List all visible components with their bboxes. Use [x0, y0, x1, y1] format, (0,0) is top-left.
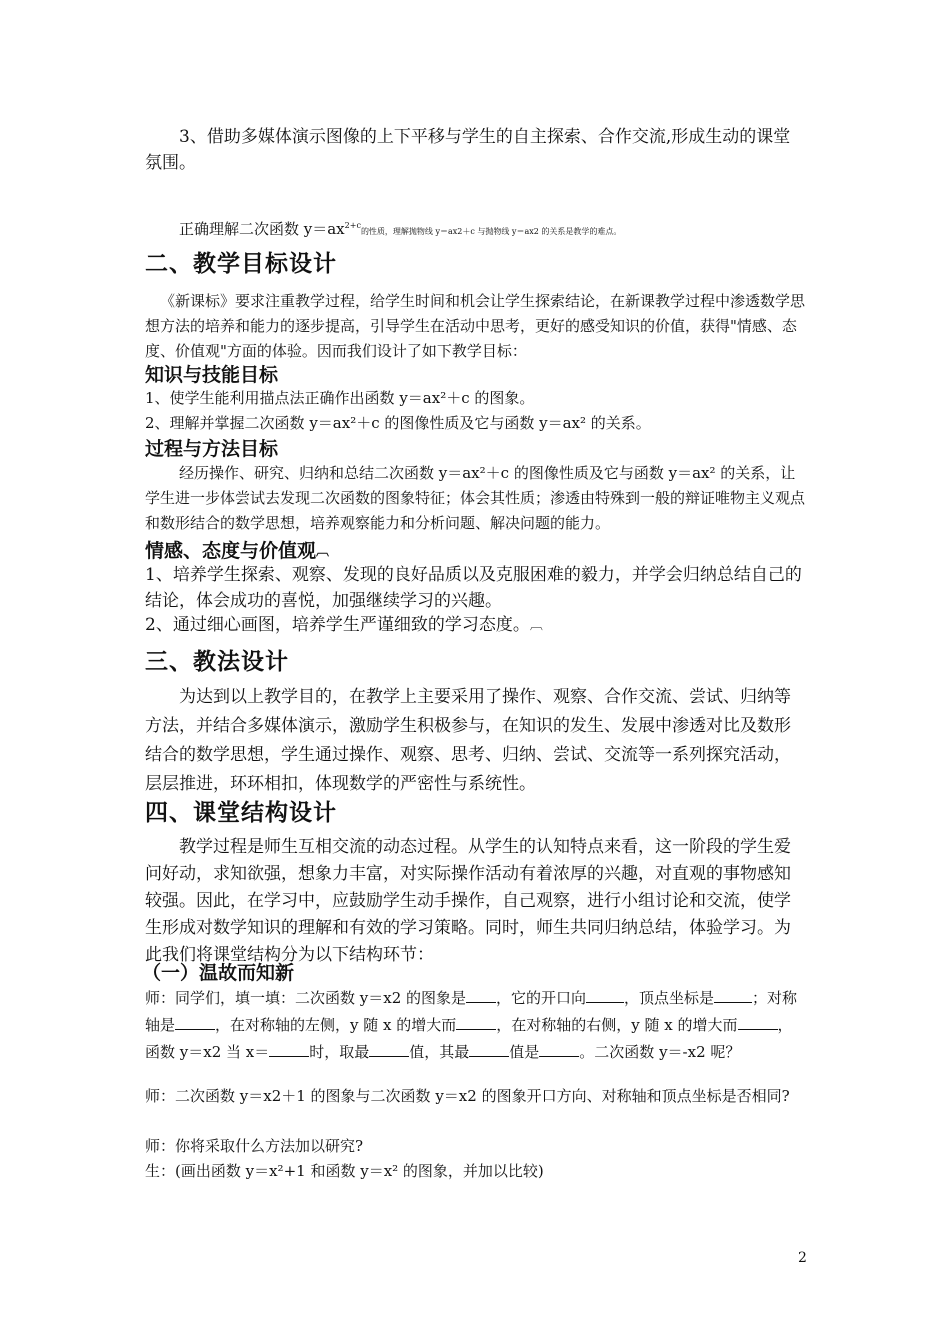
- knowledge-title: 知识与技能目标: [145, 364, 279, 386]
- q1-text-9: 值，其最: [409, 1043, 470, 1061]
- answer-blank[interactable]: [369, 1042, 409, 1057]
- edit-mark-icon: ︹: [529, 618, 543, 633]
- q1-text-7: ，函数 y＝x2 当 x＝: [145, 1016, 793, 1061]
- attitude-title-text: 情感、态度与价值观: [145, 540, 317, 562]
- section-4-title: 四、课堂结构设计: [145, 800, 337, 826]
- answer-blank[interactable]: [456, 1015, 496, 1030]
- answer-blank[interactable]: [714, 988, 752, 1003]
- intro-item-3: 3、借助多媒体演示图像的上下平移与学生的自主探索、合作交流,形成生动的课堂氛围。: [145, 127, 791, 173]
- difficulty-small-text: 的性质，理解抛物线 y＝ax2＋c 与抛物线 y＝ax2 的关系是教学的难点。: [360, 227, 622, 236]
- q1-text-5: ，在对称轴的左侧，y 随 x 的增大而: [215, 1016, 457, 1034]
- q1-text-10: 值是: [509, 1043, 540, 1061]
- section-4-paragraph: 教学过程是师生互相交流的动态过程。从学生的认知特点来看，这一阶段的学生爱问好动，求知欲强，想象力丰富，对实际操作活动有着浓厚的兴趣，对直观的事物感知较强。因此，在学习中，应鼓励学生动手操作，自己观察，进行小组讨论和交流，使学生形成对数学知识的理解和有效的学习策略。同时，师生共同归纳总结，体验学习。为此我们将课堂结构分为以下结构环节：: [145, 837, 791, 965]
- difficulty-statement: [145, 214, 805, 244]
- section-3-paragraph: 为达到以上教学目的，在教学上主要采用了操作、观察、合作交流、尝试、归纳等方法，并结合多媒体演示，激励学生积极参与，在知识的发生、发展中渗透对比及数形结合的数学思想，学生通过操作、观察、思考、归纳、尝试、交流等一系列探究活动，层层推进，环环相扣，体现数学的严密性与系统性。: [145, 687, 791, 794]
- answer-blank[interactable]: [466, 988, 496, 1003]
- knowledge-item-1: 1、使学生能利用描点法正确作出函数 y＝ax²＋c 的图象。: [145, 389, 535, 407]
- process-paragraph: 经历操作、研究、归纳和总结二次函数 y＝ax²＋c 的图像性质及它与函数 y＝ax² 的关系，让学生进一步体尝试去发现二次函数的图象特征；体会其性质；渗透由特殊到一般的辩证唯物主义观点和数形结合的数学思想，培养观察能力和分析问题、解决问题的能力。: [145, 464, 806, 532]
- answer-blank[interactable]: [469, 1042, 509, 1057]
- q1-text-11: 。二次函数 y＝-x2 呢？: [579, 1043, 741, 1061]
- review-question-3: 师：你将采取什么方法加以研究?: [145, 1137, 364, 1155]
- q1-text-3: ，顶点坐标是: [624, 989, 715, 1007]
- part-1-title: （一）温故而知新: [142, 962, 295, 984]
- review-question-1: [145, 985, 805, 1066]
- q1-text-4: ；对称轴是: [145, 989, 798, 1034]
- section-2-paragraph: 《新课标》要求注重教学过程，给学生时间和机会让学生探索结论，在新课教学过程中渗透数学思想方法的培养和能力的逐步提高，引导学生在活动中思考，更好的感受知识的价值，获得"情感、态度、价值观"方面的体验。因而我们设计了如下教学目标：: [145, 292, 806, 360]
- attitude-title: [145, 538, 329, 564]
- attitude-item-2-text: 2、通过细心画图，培养学生严谨细致的学习态度。: [145, 615, 530, 635]
- difficulty-sup: 2+c: [344, 221, 361, 230]
- answer-blank[interactable]: [175, 1015, 215, 1030]
- knowledge-item-2: 2、理解并掌握二次函数 y＝ax²＋c 的图像性质及它与函数 y＝ax² 的关系。: [145, 414, 651, 432]
- section-3-title: 三、教法设计: [145, 649, 289, 675]
- q1-text-1: 师：同学们，填一填：二次函数 y＝x2 的图象是: [145, 989, 467, 1007]
- page-number: 2: [798, 1250, 807, 1266]
- q1-text-2: ，它的开口向: [496, 989, 587, 1007]
- attitude-item-1: 1、培养学生探索、观察、发现的良好品质以及克服困难的毅力，并学会归纳总结自己的结论，体会成功的喜悦，加强继续学习的兴趣。: [145, 565, 802, 611]
- edit-mark-icon: ︹: [316, 544, 330, 559]
- process-title: 过程与方法目标: [145, 438, 279, 460]
- q1-text-8: 时，取最: [309, 1043, 370, 1061]
- review-question-2: 师：二次函数 y＝x2＋1 的图象与二次函数 y＝x2 的图象开口方向、对称轴和顶点坐标是否相同?: [145, 1087, 790, 1105]
- answer-blank[interactable]: [269, 1042, 309, 1057]
- answer-blank[interactable]: [586, 988, 624, 1003]
- answer-blank[interactable]: [539, 1042, 579, 1057]
- student-answer: 生：(画出函数 y＝x²+1 和函数 y＝x² 的图象，并加以比较): [145, 1162, 544, 1180]
- attitude-item-2: [145, 612, 805, 638]
- difficulty-lead: 正确理解二次函数 y＝ax: [179, 220, 345, 238]
- section-2-title: 二、教学目标设计: [145, 251, 337, 277]
- answer-blank[interactable]: [738, 1015, 778, 1030]
- q1-text-6: ，在对称轴的右侧，y 随 x 的增大而: [496, 1016, 738, 1034]
